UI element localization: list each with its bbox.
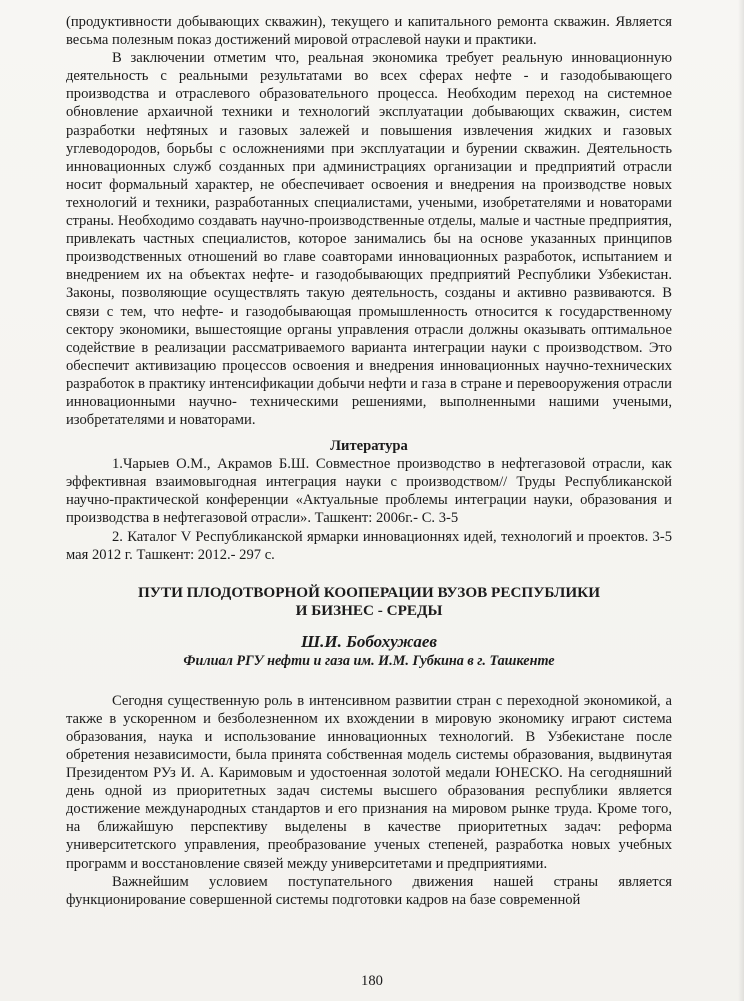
article-affiliation: Филиал РГУ нефти и газа им. И.М. Губкина в г. Ташкенте bbox=[183, 652, 555, 669]
reference-item-1: 1.Чарыев О.М., Акрамов Б.Ш. Совместное производство в нефтегазовой отрасли, как эффективная взаимовыгодная интеграция науки с производством// Труды Республиканской научно-практической конференции «Актуальные проблемы интеграции науки, образования и производства в нефтегазовой отрасли». Ташкент: 2006г.- С. 3-5 bbox=[66, 456, 672, 527]
article-paragraph-1: Сегодня существенную роль в интенсивном развитии стран с переходной экономикой, а также в ускоренном и безболезненном их вхождении в мировую экономику играют система образования, наука и использование инновационных технологий. В Узбекистане после обретения независимости, была принята собственная модель системы образования, выдвинутая Президентом РУз И. А. Каримовым и удостоенная золотой медали ЮНЕСКО. На сегодняшний день одной из приоритетных задач системы высшего образования республики является достижение международных стандартов и его признания на мировом рынке труда. Кроме того, на ближайшую перспективу выделены в качестве приоритетных задач: реформа университетского управления, преобразование ученых степеней, разработка новых учебных программ и восстановление связей между университетами и предприятиями. bbox=[66, 692, 672, 872]
spacer bbox=[66, 670, 672, 692]
article-title-line-2: И БИЗНЕС - СРЕДЫ bbox=[295, 602, 443, 620]
article-title-line-1: ПУТИ ПЛОДОТВОРНОЙ КООПЕРАЦИИ ВУЗОВ РЕСПУБЛИКИ bbox=[137, 583, 601, 601]
article-author: Ш.И. Бобохужаев bbox=[300, 631, 438, 651]
reference-item-2: 2. Каталог V Республиканской ярмарки инновационнях идей, технологий и проектов. 3-5 мая 2012 г. Ташкент: 2012.- 297 с. bbox=[66, 528, 672, 563]
literature-heading: Литература bbox=[330, 438, 408, 455]
article-title bbox=[66, 584, 672, 621]
intro-paragraph-2: В заключении отметим что, реальная экономика требует реальную инновационную деятельность с реальными результатами во всех сферах нефте - и газодобывающего производства и отраслевого образовательного процесса. Необходим переход на системное обновление архаичной техники и технологий эксплуатации добывающих скважин, систем разработки нефтяных и газовых залежей и повышения извлечения жидких и газовых углеводородов, борьбы с осложнениями при эксплуатации и бурении скважин. Деятельность инновационных служб созданных при администрациях организации и предприятий отрасли носит формальный характер, не обеспечивает освоения и внедрения на производстве новых технологий и техники, разработанных специалистами, учеными, изобретателями и новаторами страны. Необходимо создавать научно-производственные отделы, малые и частные предприятия, привлекать частных специалистов, которое занимались бы на основе указанных принципов производственных отношений во главе соавторами инновационных разработок, испытанием и внедрением их на объектах нефте- и газодобывающих предприятий Республики Узбекистан. Законы, позволяющие осуществлять такую деятельность, созданы и активно развиваются. В связи с тем, что нефте- и газодобывающая промышленность относится к государственному сектору экономики, вышестоящие органы управления отрасли должны оказывать оптимальное содействие в реализации рассматриваемого варианта интеграции науки с производством. Это обеспечит активизацию процессов освоения и внедрения инновационных научно-технических разработок в практику интенсификации добычи нефти и газа в стране и перевооружения отрасли инновационными научно- техническими решениями, выполненными нашими учеными, изобретателями и новаторами. bbox=[66, 50, 672, 429]
page-number: 180 bbox=[361, 973, 383, 989]
intro-paragraph-1: (продуктивности добывающих скважин), текущего и капитального ремонта скважин. Является весьма полезным показ достижений мировой отраслевой науки и практики. bbox=[66, 14, 672, 49]
article-paragraph-2: Важнейшим условием поступательного движения нашей страны является функционирование совершенной системы подготовки кадров на базе современной bbox=[66, 873, 672, 908]
scan-edge-shadow bbox=[738, 0, 744, 1001]
